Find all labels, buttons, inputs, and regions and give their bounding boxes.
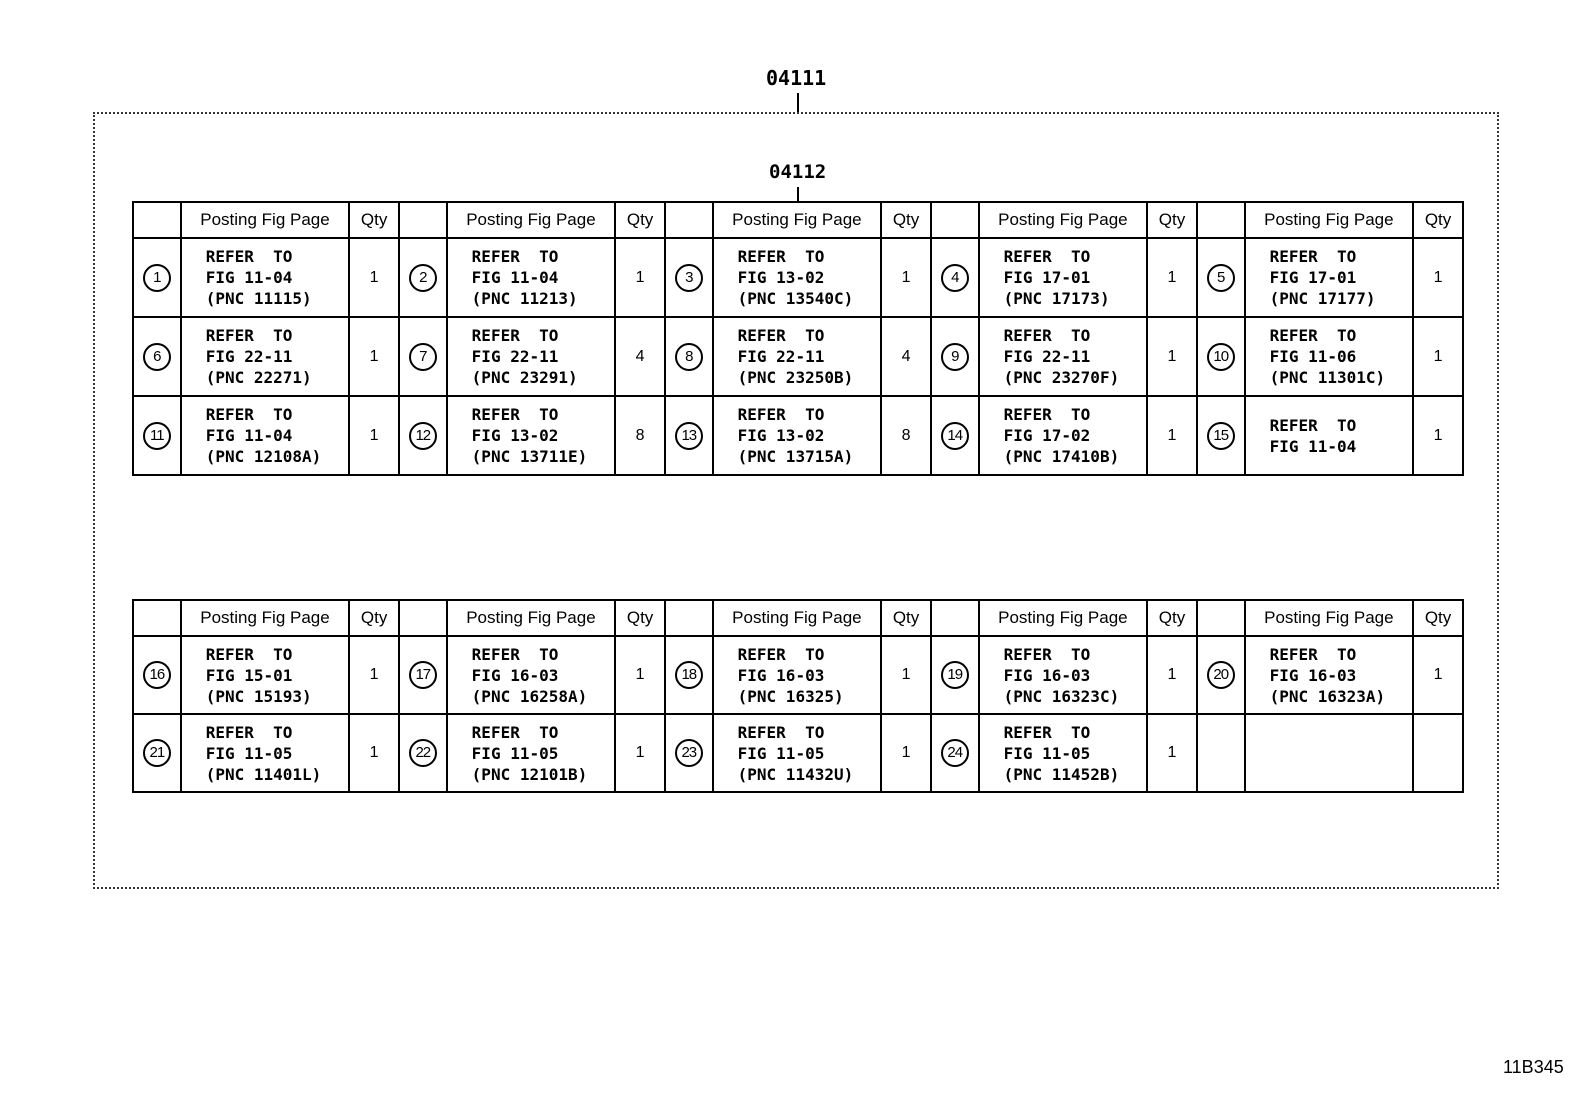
item-number-callout: 15 <box>1207 422 1235 450</box>
posting-reference: REFER TO FIG 13-02 (PNC 13715A) <box>713 396 882 475</box>
quantity-cell: 1 <box>1147 714 1197 792</box>
table-header-qty: Qty <box>349 600 399 636</box>
table-header-number <box>133 202 181 238</box>
quantity-cell: 1 <box>349 636 399 714</box>
item-number-callout: 16 <box>143 661 171 689</box>
posting-reference: REFER TO FIG 17-01 (PNC 17173) <box>979 238 1148 317</box>
subassembly-code-label: 04112 <box>769 161 827 183</box>
table-row <box>133 396 1463 475</box>
quantity-cell: 1 <box>349 396 399 475</box>
item-number-callout: 24 <box>941 739 969 767</box>
table-header-row <box>133 202 1463 238</box>
quantity-cell: 1 <box>881 238 931 317</box>
item-number-cell <box>399 238 447 317</box>
posting-reference: REFER TO FIG 16-03 (PNC 16325) <box>713 636 882 714</box>
table-header-posting: Posting Fig Page <box>447 202 616 238</box>
quantity-cell: 1 <box>1413 238 1463 317</box>
table-header-number <box>931 202 979 238</box>
item-number-callout: 9 <box>941 343 969 371</box>
quantity-cell: 1 <box>881 636 931 714</box>
item-number-cell <box>931 238 979 317</box>
table-header-number <box>665 202 713 238</box>
item-number-callout: 19 <box>941 661 969 689</box>
table-header-posting: Posting Fig Page <box>713 202 882 238</box>
quantity-cell: 1 <box>615 238 665 317</box>
table-header-number <box>665 600 713 636</box>
posting-reference: REFER TO FIG 11-05 (PNC 12101B) <box>447 714 616 792</box>
assembly-code-label: 04111 <box>766 66 827 90</box>
posting-reference: REFER TO FIG 11-04 (PNC 11115) <box>181 238 350 317</box>
item-number-cell <box>1197 636 1245 714</box>
item-number-callout: 20 <box>1207 661 1235 689</box>
assembly-leader-line <box>797 93 799 113</box>
item-number-callout: 21 <box>143 739 171 767</box>
item-number-cell <box>133 636 181 714</box>
table-header-qty: Qty <box>881 202 931 238</box>
item-number-callout: 3 <box>675 264 703 292</box>
quantity-cell: 1 <box>1147 317 1197 396</box>
item-number-cell <box>133 396 181 475</box>
item-number-cell <box>1197 714 1245 792</box>
posting-reference: REFER TO FIG 11-06 (PNC 11301C) <box>1245 317 1414 396</box>
item-number-callout: 13 <box>675 422 703 450</box>
item-number-cell <box>1197 238 1245 317</box>
item-number-cell <box>399 396 447 475</box>
item-number-cell <box>399 317 447 396</box>
posting-reference: REFER TO FIG 16-03 (PNC 16258A) <box>447 636 616 714</box>
item-number-callout: 12 <box>409 422 437 450</box>
quantity-cell: 4 <box>615 317 665 396</box>
table-header-qty: Qty <box>349 202 399 238</box>
item-number-cell <box>399 714 447 792</box>
item-number-cell <box>399 636 447 714</box>
item-number-cell <box>133 317 181 396</box>
item-number-callout: 8 <box>675 343 703 371</box>
posting-reference: REFER TO FIG 15-01 (PNC 15193) <box>181 636 350 714</box>
illustration-code: 11B345 <box>1503 1057 1564 1077</box>
table-header-posting: Posting Fig Page <box>447 600 616 636</box>
posting-reference: REFER TO FIG 22-11 (PNC 23291) <box>447 317 616 396</box>
item-number-cell <box>931 317 979 396</box>
table-row <box>133 238 1463 317</box>
table-row <box>133 636 1463 714</box>
quantity-cell: 8 <box>615 396 665 475</box>
item-number-cell <box>665 238 713 317</box>
item-number-callout: 17 <box>409 661 437 689</box>
quantity-cell: 1 <box>349 317 399 396</box>
posting-reference: REFER TO FIG 13-02 (PNC 13540C) <box>713 238 882 317</box>
item-number-callout: 1 <box>143 264 171 292</box>
posting-reference: REFER TO FIG 22-11 (PNC 23250B) <box>713 317 882 396</box>
item-number-cell <box>665 714 713 792</box>
quantity-cell: 4 <box>881 317 931 396</box>
item-number-cell <box>931 714 979 792</box>
table-header-qty: Qty <box>615 202 665 238</box>
item-number-callout: 23 <box>675 739 703 767</box>
item-number-cell <box>665 317 713 396</box>
quantity-cell: 1 <box>349 238 399 317</box>
item-number-callout: 11 <box>143 422 171 450</box>
quantity-cell: 1 <box>1147 636 1197 714</box>
quantity-cell: 1 <box>1413 317 1463 396</box>
posting-reference: REFER TO FIG 22-11 (PNC 22271) <box>181 317 350 396</box>
posting-reference: REFER TO FIG 11-05 (PNC 11432U) <box>713 714 882 792</box>
posting-reference: REFER TO FIG 11-04 (PNC 11213) <box>447 238 616 317</box>
parts-table-1 <box>132 201 1464 476</box>
item-number-cell <box>133 714 181 792</box>
parts-table-2 <box>132 599 1464 793</box>
quantity-cell <box>1413 714 1463 792</box>
posting-reference: REFER TO FIG 16-03 (PNC 16323C) <box>979 636 1148 714</box>
table-header-qty: Qty <box>1147 600 1197 636</box>
table-header-qty: Qty <box>1413 202 1463 238</box>
table-header-number <box>931 600 979 636</box>
posting-reference: REFER TO FIG 11-05 (PNC 11401L) <box>181 714 350 792</box>
table-header-posting: Posting Fig Page <box>181 600 350 636</box>
table-header-posting: Posting Fig Page <box>1245 202 1414 238</box>
table-header-posting: Posting Fig Page <box>979 202 1148 238</box>
table-header-posting: Posting Fig Page <box>1245 600 1414 636</box>
item-number-callout: 5 <box>1207 264 1235 292</box>
item-number-callout: 4 <box>941 264 969 292</box>
item-number-cell <box>1197 396 1245 475</box>
posting-reference: REFER TO FIG 17-01 (PNC 17177) <box>1245 238 1414 317</box>
table-header-number <box>1197 600 1245 636</box>
posting-reference: REFER TO FIG 16-03 (PNC 16323A) <box>1245 636 1414 714</box>
quantity-cell: 1 <box>1413 396 1463 475</box>
item-number-cell <box>665 636 713 714</box>
quantity-cell: 1 <box>1147 238 1197 317</box>
table-header-number <box>399 202 447 238</box>
quantity-cell: 1 <box>615 636 665 714</box>
quantity-cell: 1 <box>615 714 665 792</box>
posting-reference: REFER TO FIG 11-04 (PNC 12108A) <box>181 396 350 475</box>
posting-reference: REFER TO FIG 17-02 (PNC 17410B) <box>979 396 1148 475</box>
table-header-number <box>399 600 447 636</box>
quantity-cell: 8 <box>881 396 931 475</box>
posting-reference: REFER TO FIG 13-02 (PNC 13711E) <box>447 396 616 475</box>
table-header-posting: Posting Fig Page <box>181 202 350 238</box>
table-header-posting: Posting Fig Page <box>713 600 882 636</box>
item-number-cell <box>931 636 979 714</box>
table-row <box>133 317 1463 396</box>
item-number-callout: 7 <box>409 343 437 371</box>
item-number-callout: 18 <box>675 661 703 689</box>
table-header-qty: Qty <box>881 600 931 636</box>
table-header-qty: Qty <box>1147 202 1197 238</box>
table-header-posting: Posting Fig Page <box>979 600 1148 636</box>
quantity-cell: 1 <box>1147 396 1197 475</box>
table-header-number <box>133 600 181 636</box>
posting-reference <box>1245 714 1414 792</box>
posting-reference: REFER TO FIG 11-04 <box>1245 396 1414 475</box>
quantity-cell: 1 <box>881 714 931 792</box>
item-number-cell <box>1197 317 1245 396</box>
quantity-cell: 1 <box>1413 636 1463 714</box>
item-number-callout: 22 <box>409 739 437 767</box>
item-number-callout: 6 <box>143 343 171 371</box>
table-row <box>133 714 1463 792</box>
table-header-number <box>1197 202 1245 238</box>
item-number-callout: 14 <box>941 422 969 450</box>
item-number-cell <box>133 238 181 317</box>
posting-reference: REFER TO FIG 11-05 (PNC 11452B) <box>979 714 1148 792</box>
item-number-cell <box>931 396 979 475</box>
item-number-callout: 10 <box>1207 343 1235 371</box>
quantity-cell: 1 <box>349 714 399 792</box>
table-header-row <box>133 600 1463 636</box>
table-header-qty: Qty <box>615 600 665 636</box>
item-number-cell <box>665 396 713 475</box>
table-header-qty: Qty <box>1413 600 1463 636</box>
posting-reference: REFER TO FIG 22-11 (PNC 23270F) <box>979 317 1148 396</box>
item-number-callout: 2 <box>409 264 437 292</box>
